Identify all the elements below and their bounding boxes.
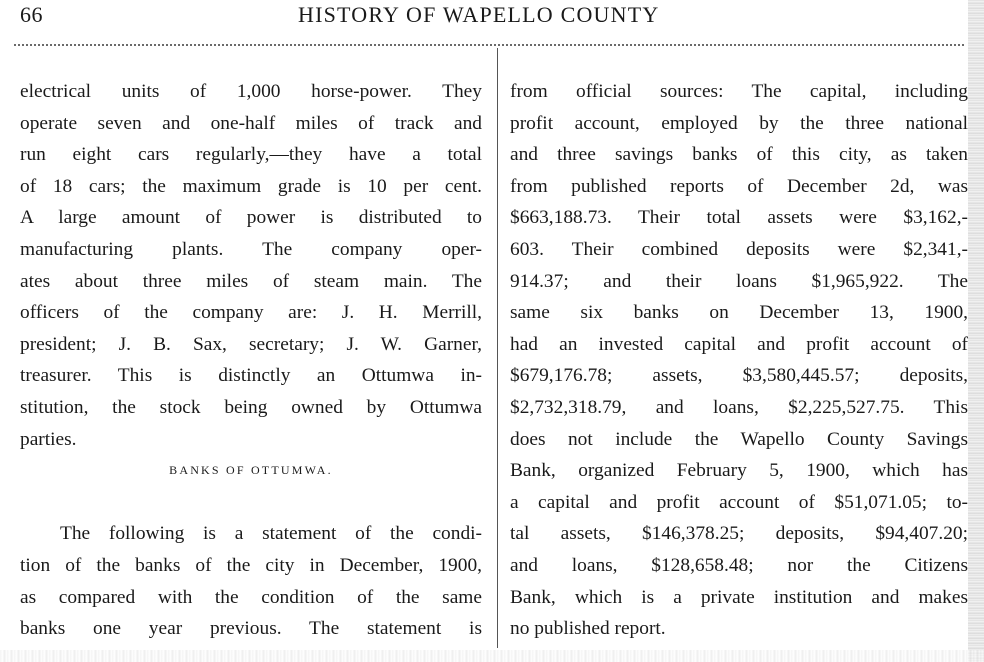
- text-line: operate seven and one-half miles of track and: [20, 112, 482, 134]
- running-head: HISTORY OF WAPELLO COUNTY: [298, 2, 660, 27]
- text-line: ates about three miles of steam main. The: [20, 270, 482, 292]
- text-line: stitution, the stock being owned by Ottumwa: [20, 396, 482, 418]
- text-line: parties.: [20, 428, 77, 450]
- text-line: banks one year previous. The statement is: [20, 618, 482, 640]
- text-line: profit account, employed by the three national: [510, 112, 968, 134]
- text-line: Bank, organized February 5, 1900, which has: [510, 460, 968, 482]
- text-line: manufacturing plants. The company oper-: [20, 238, 482, 260]
- text-line: 914.37; and their loans $1,965,922. The: [510, 270, 968, 292]
- text-line: same six banks on December 13, 1900,: [510, 302, 968, 324]
- text-line: from published reports of December 2d, was: [510, 175, 968, 197]
- text-line: from official sources: The capital, including: [510, 81, 968, 102]
- text-line: a capital and profit account of $51,071.05; to-: [510, 491, 968, 513]
- text-line: and three savings banks of this city, as taken: [510, 144, 968, 166]
- text-line: of 18 cars; the maximum grade is 10 per cent.: [20, 175, 482, 197]
- text-line: no published report.: [510, 618, 666, 640]
- text-line: officers of the company are: J. H. Merrill,: [20, 302, 482, 324]
- text-line: $2,732,318.79, and loans, $2,225,527.75. This: [510, 396, 968, 418]
- text-line: A large amount of power is distributed to: [20, 207, 482, 229]
- text-line: $679,176.78; assets, $3,580,445.57; deposits,: [510, 365, 968, 387]
- text-line: $663,188.73. Their total assets were $3,162,-: [510, 207, 968, 229]
- left-column: [20, 76, 482, 645]
- text-line: tion of the banks of the city in December, 1900,: [20, 554, 482, 576]
- text-line: president; J. B. Sax, secretary; J. W. Garner,: [20, 333, 482, 355]
- text-line: Bank, which is a private institution and makes: [510, 586, 968, 608]
- section-heading: BANKS OF OTTUMWA.: [169, 463, 333, 478]
- header-rule: [14, 44, 964, 46]
- text-line: electrical units of 1,000 horse-power. They: [20, 81, 482, 102]
- text-line: does not include the Wapello County Savings: [510, 428, 968, 450]
- right-column: [510, 76, 968, 645]
- text-line: 603. Their combined deposits were $2,341,-: [510, 238, 968, 260]
- page-edge-shadow: [968, 0, 984, 662]
- page-number: 66: [20, 2, 43, 27]
- text-line: treasurer. This is distinctly an Ottumwa in-: [20, 365, 482, 387]
- scan-noise-strip: [0, 650, 984, 662]
- text-line: as compared with the condition of the same: [20, 586, 482, 608]
- text-line: tal assets, $146,378.25; deposits, $94,407.20;: [510, 523, 968, 545]
- text-line: and loans, $128,658.48; nor the Citizens: [510, 554, 968, 576]
- text-line: run eight cars regularly,—they have a total: [20, 144, 482, 166]
- text-line: had an invested capital and profit account of: [510, 333, 968, 355]
- column-divider: [497, 48, 498, 648]
- text-line: The following is a statement of the condi-: [60, 523, 482, 545]
